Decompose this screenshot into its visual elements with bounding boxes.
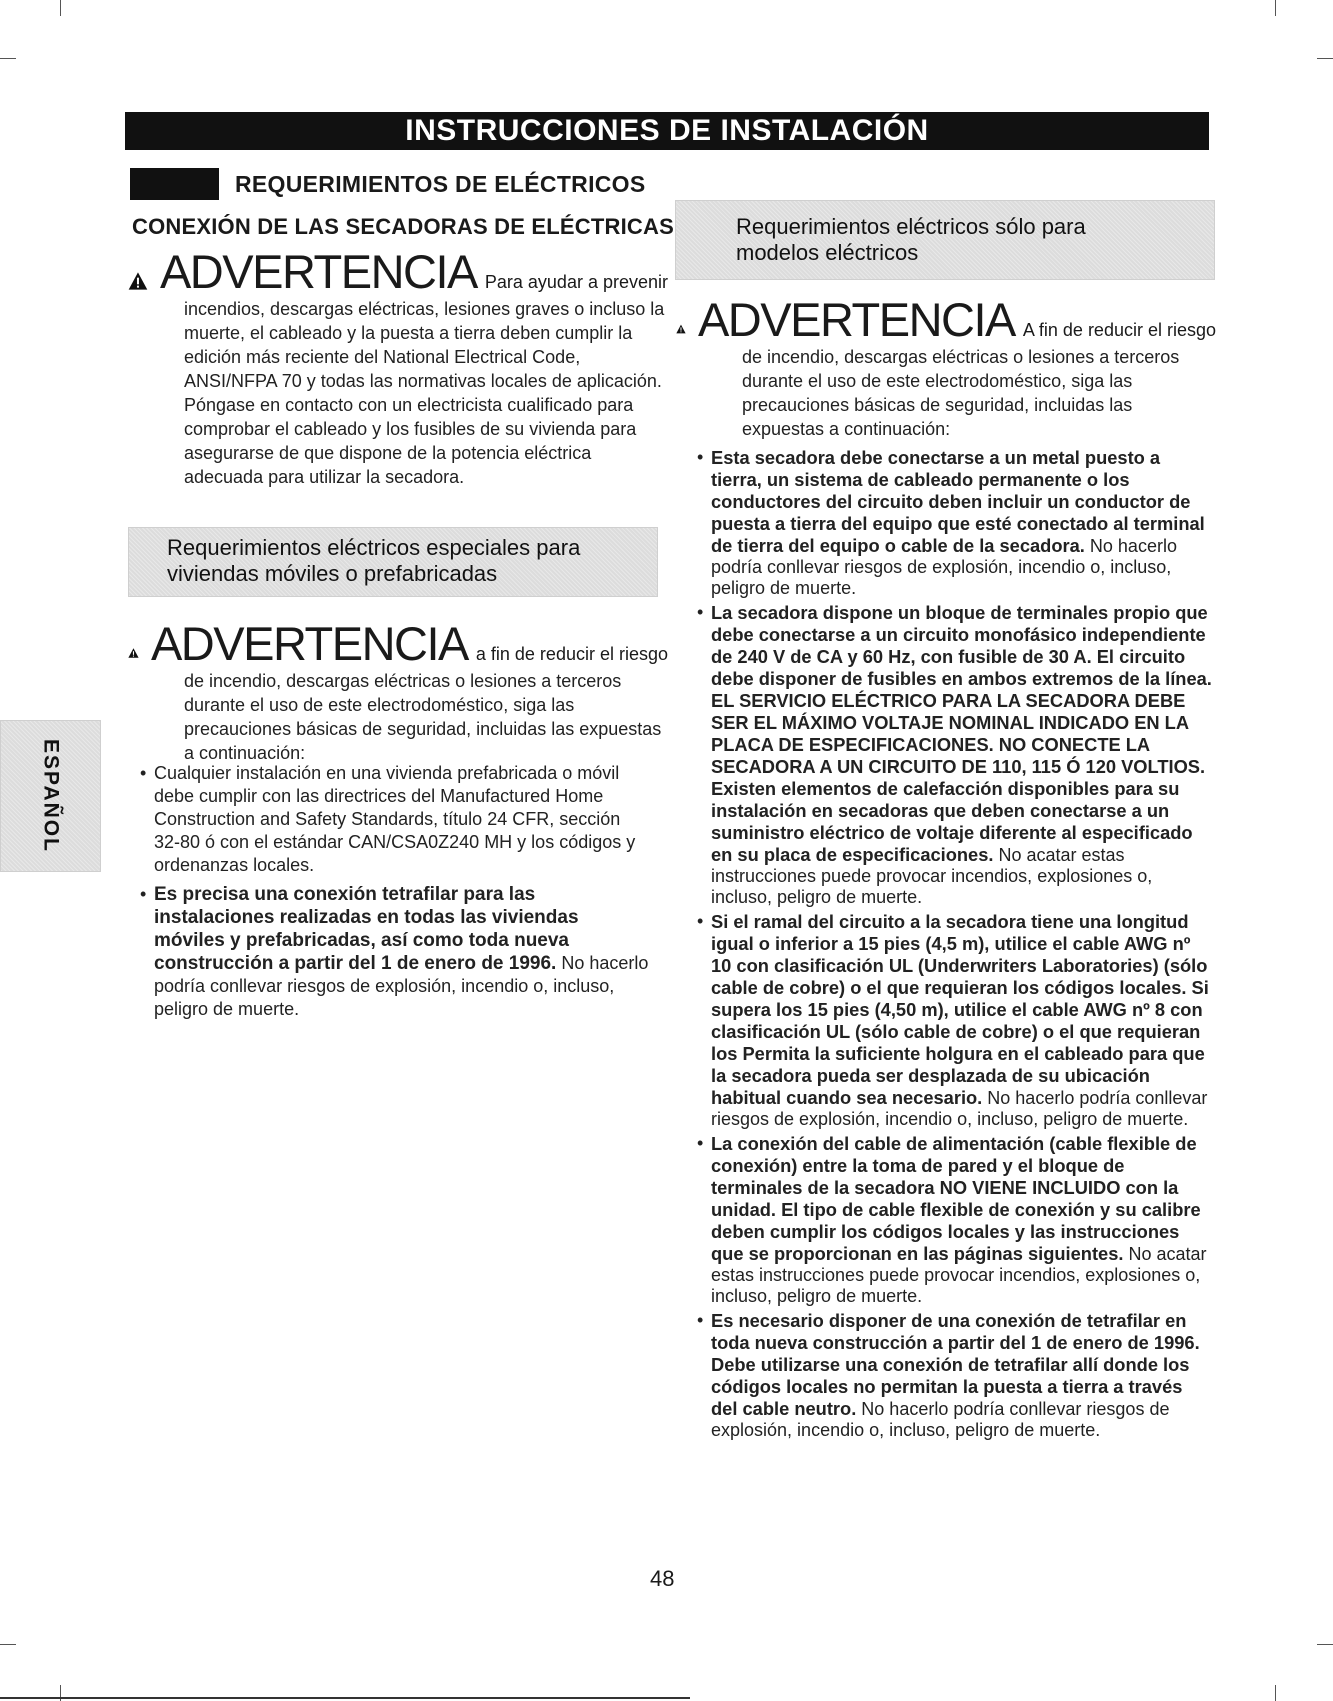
page-banner: INSTRUCCIONES DE INSTALACIÓN — [125, 112, 1209, 150]
bullet-bold-text: Es precisa una conexión tetrafilar para las instalaciones realizadas en todas las viviendas móviles y prefabricadas, así como toda nueva construcción a partir del 1 de enero de 1996. — [154, 884, 579, 974]
language-side-tab — [0, 720, 101, 872]
list-item — [697, 447, 1213, 599]
bullet-text: No hacerlo podría conllevar riesgos de explosión, incendio o, incluso, peligro de muerte. — [711, 1088, 1208, 1129]
bottom-rule — [0, 1697, 690, 1699]
page-number: 48 — [650, 1566, 675, 1591]
bullet-bold-text: Es necesario disponer de una conexión de tetrafilar en toda nueva construcción a partir del 1 de enero de 1996. Debe utilizarse una conexión de tetrafilar allí donde los códigos locales no permitan la puesta a tierra a través del cable neutro. — [711, 1310, 1200, 1419]
crop-mark — [0, 58, 16, 59]
section-marker — [130, 168, 219, 200]
section-title: REQUERIMIENTOS DE ELÉCTRICOS — [235, 171, 646, 197]
crop-mark — [1317, 58, 1333, 59]
warning-triangle-icon — [128, 267, 148, 295]
crop-mark — [1275, 1685, 1276, 1701]
box-title: Requerimientos eléctricos especiales para viviendas móviles o prefabricadas — [167, 535, 581, 586]
bullet-bold-text: Si el ramal del circuito a la secadora tiene una longitud igual o inferior a 15 pies (4,5 m), utilice el cable AWG nº 10 con clasificación UL (Underwriters Laboratories) (sólo cable de cobre) o el que requieran los códigos locales. Si supera los 15 pies (4,50 m), utilice el cable AWG nº 8 con clasificación UL (sólo cable de cobre) o el que requieran los Permita la suficiente holgura en el cableado para que la secadora pueda ser desplazada de su ubicación habitual cuando sea necesario. — [711, 911, 1209, 1108]
warning-triangle-icon — [676, 315, 686, 343]
left-bullet-list — [140, 762, 650, 1021]
warning-triangle-icon — [128, 639, 139, 667]
warning-heading — [676, 292, 1216, 347]
crop-mark — [1275, 0, 1276, 16]
crop-mark — [60, 0, 61, 16]
warning-heading — [128, 616, 668, 671]
box-title: Requerimientos eléctricos sólo para modelos eléctricos — [736, 214, 1086, 265]
crop-mark — [1317, 1644, 1333, 1645]
warning-heading — [128, 244, 668, 299]
list-item — [140, 883, 650, 1021]
warning-word: ADVERTENCIA — [697, 293, 1015, 346]
warning-inline-text: a fin de reducir el riesgo — [475, 644, 668, 664]
crop-mark — [0, 1644, 16, 1645]
special-requirements-box — [128, 527, 658, 597]
bullet-text: No hacerlo podría conllevar riesgos de explosión, incendio o, incluso, peligro de muerte. — [711, 536, 1177, 598]
electric-requirements-box — [675, 200, 1215, 280]
bullet-text: No acatar estas instrucciones puede provocar incendios, explosiones o, incluso, peligro de muerte. — [711, 1244, 1207, 1306]
list-item — [697, 911, 1213, 1130]
left-warning-1 — [128, 244, 668, 489]
section-subtitle: CONEXIÓN DE LAS SECADORAS DE ELÉCTRICAS — [132, 214, 674, 239]
right-warning — [676, 292, 1216, 441]
list-item — [697, 602, 1213, 908]
warning-word: ADVERTENCIA — [159, 245, 477, 298]
side-tab-label: ESPAÑOL — [39, 739, 63, 853]
left-warning-2 — [128, 616, 668, 765]
warning-inline-text: A fin de reducir el riesgo — [1022, 320, 1216, 340]
list-item — [140, 762, 650, 877]
warning-body: de incendio, descargas eléctricas o lesiones a terceros durante el uso de este electrodoméstico, siga las precauciones básicas de seguridad, incluidas las expuestas a continuación: — [184, 671, 662, 763]
bullet-text: No hacerlo podría conllevar riesgos de explosión, incendio o, incluso, peligro de muerte. — [154, 953, 649, 1019]
warning-body: de incendio, descargas eléctricas o lesiones a terceros durante el uso de este electrodoméstico, siga las precauciones básicas de seguridad, incluidas las expuestas a continuación: — [742, 347, 1180, 439]
list-item — [697, 1310, 1213, 1441]
warning-inline-text: Para ayudar a prevenir — [484, 272, 668, 292]
right-bullet-list — [697, 447, 1213, 1441]
bullet-bold-text: La secadora dispone un bloque de terminales propio que debe conectarse a un circuito monofásico independiente de 240 V de CA y 60 Hz, con fusible de 30 A. El circuito debe disponer de fusibles en ambos extremos de la línea. EL SERVICIO ELÉCTRICO PARA LA SECADORA DEBE SER EL MÁXIMO VOLTAJE NOMINAL INDICADO EN LA PLACA DE ESPECIFICACIONES. NO CONECTE LA SECADORA A UN CIRCUITO DE 110, 115 Ó 120 VOLTIOS. Existen elementos de calefacción disponibles para su instalación en secadoras que deben conectarse a un suministro eléctrico de voltaje diferente al especificado en su placa de especificaciones. — [711, 602, 1212, 865]
bullet-text: No hacerlo podría conllevar riesgos de explosión, incendio o, incluso, peligro de muerte. — [711, 1399, 1170, 1440]
list-item — [697, 1133, 1213, 1307]
bullet-text: Cualquier instalación en una vivienda prefabricada o móvil debe cumplir con las directrices del Manufactured Home Construction and Safety Standards, título 24 CFR, sección 32-80 ó con el estándar CAN/CSA0Z240 MH y los códigos y ordenanzas locales. — [154, 763, 636, 875]
bullet-text: No acatar estas instrucciones puede provocar incendios, explosiones o, incluso, peligro de muerte. — [711, 845, 1153, 907]
warning-body: incendios, descargas eléctricas, lesiones graves o incluso la muerte, el cableado y la puesta a tierra deben cumplir la edición más reciente del National Electrical Code, ANSI/NFPA 70 y todas las normativas locales de aplicación. Póngase en contacto con un electricista cualificado para comprobar el cableado y los fusibles de su vivienda para asegurarse de que dispone de la potencia eléctrica adecuada para utilizar la secadora. — [184, 299, 665, 487]
bullet-bold-text: La conexión del cable de alimentación (cable flexible de conexión) entre la toma de pared y el bloque de terminales de la secadora NO VIENE INCLUIDO con la unidad. El tipo de cable flexible de conexión y su calibre deben cumplir los códigos locales y las instrucciones que se proporcionan en las páginas siguientes. — [711, 1133, 1201, 1264]
warning-word: ADVERTENCIA — [150, 617, 468, 670]
bullet-bold-text: Esta secadora debe conectarse a un metal puesto a tierra, un sistema de cableado permanente o los conductores del circuito deben incluir un conductor de puesta a tierra del equipo que esté conectado al terminal de tierra del equipo o cable de la secadora. — [711, 447, 1205, 556]
